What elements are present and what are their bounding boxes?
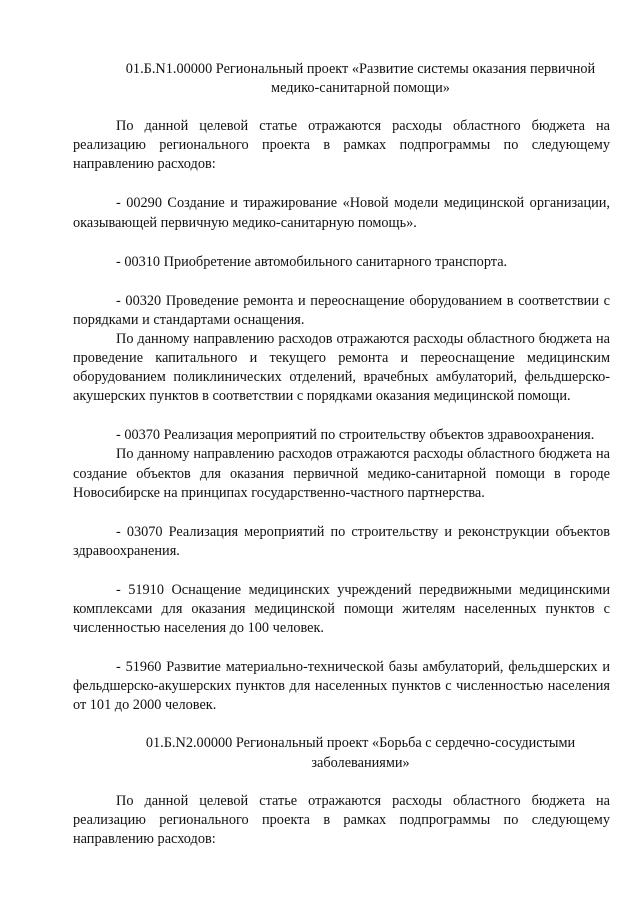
document-page: [73, 60, 610, 849]
heading-line: заболеваниями»: [311, 754, 410, 771]
spacer: [73, 715, 610, 734]
spacer: [73, 638, 610, 658]
intro-paragraph-n2: По данной целевой статье отражаются расходы областного бюджета на реализацию регионального проекта в рамках подпрограммы по следующему направлению расходов:: [73, 792, 610, 847]
expense-item-51910: - 51910 Оснащение медицинских учреждений передвижными медицинскими комплексами для оказания медицинской помощи жителям населенных пунктов с численностью населения до 100 человек.: [73, 581, 610, 637]
heading-line: медико-санитарной помощи»: [271, 80, 450, 97]
section-heading-n2: [73, 734, 610, 772]
heading-line: 01.Б.N1.00000 Региональный проект «Развитие системы оказания первичной: [125, 61, 596, 77]
spacer: [73, 503, 610, 523]
expense-item-00370: - 00370 Реализация мероприятий по строительству объектов здравоохранения.: [116, 427, 595, 444]
expense-item-00370-description: По данному направлению расходов отражаются расходы областного бюджета на создание объектов для оказания первичной медико-санитарной помощи в городе Новосибирске на принципах государственно-частного партнерства.: [73, 446, 610, 501]
spacer: [73, 174, 610, 194]
expense-item-00290: - 00290 Создание и тиражирование «Новой модели медицинской организации, оказывающей первичную медико-санитарную помощь».: [73, 195, 610, 231]
section-heading-n1: [73, 60, 610, 98]
spacer: [73, 233, 610, 253]
spacer: [73, 406, 610, 426]
expense-item-00320: - 00320 Проведение ремонта и переоснащение оборудованием в соответствии с порядками и стандартами оснащения.: [73, 292, 610, 328]
expense-item-51960: - 51960 Развитие материально-технической базы амбулаторий, фельдшерских и фельдшерско-акушерских пунктов для населенных пунктов с численностью населения от 101 до 2000 человек.: [73, 659, 610, 714]
spacer: [73, 98, 610, 117]
expense-item-00310: - 00310 Приобретение автомобильного санитарного транспорта.: [116, 253, 508, 270]
expense-item-00320-description: По данному направлению расходов отражаются расходы областного бюджета на проведение капитального и текущего ремонта и переоснащение медицинским оборудованием поликлинических отделений, врачебных амбулаторий, фельдшерско-акушерских пунктов в соответствии с порядками оказания медицинской помощи.: [73, 330, 610, 405]
heading-line: 01.Б.N2.00000 Региональный проект «Борьба с сердечно-сосудистыми: [145, 735, 576, 752]
spacer: [73, 773, 610, 792]
spacer: [73, 272, 610, 292]
intro-paragraph-n1: По данной целевой статье отражаются расходы областного бюджета на реализацию регионального проекта в рамках подпрограммы по следующему направлению расходов:: [73, 118, 610, 173]
spacer: [73, 561, 610, 581]
expense-item-03070: - 03070 Реализация мероприятий по строительству и реконструкции объектов здравоохранения.: [73, 523, 610, 559]
